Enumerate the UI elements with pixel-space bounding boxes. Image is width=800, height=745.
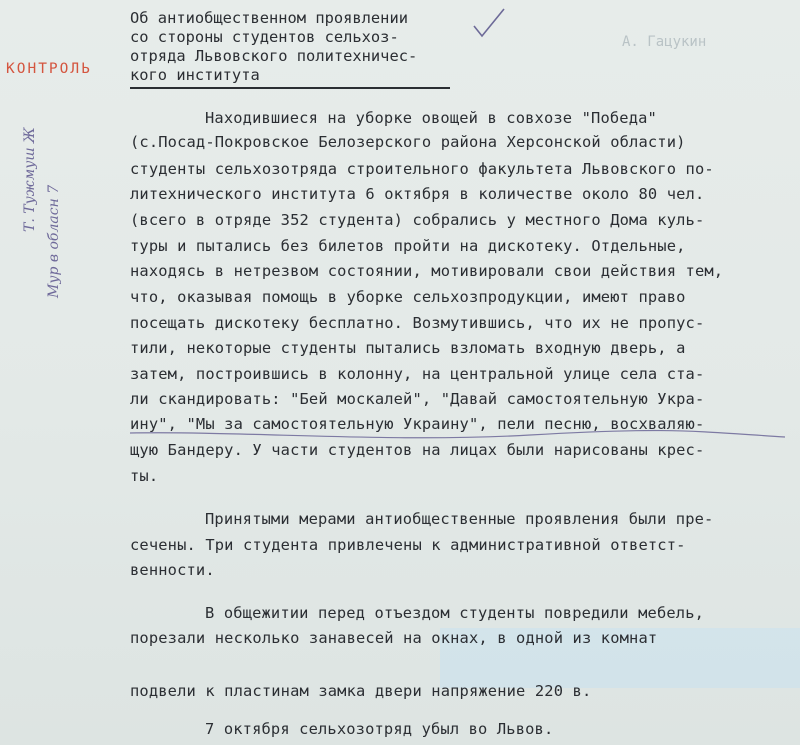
text-line: ину", "Мы за самостоятельную Украину", пели песню, восхваляю- [130, 415, 705, 433]
margin-note-2: Мур в обласн 7 [46, 184, 62, 298]
text-line: сечены. Три студента привлечены к административной ответст- [130, 536, 686, 554]
text-line: находясь в нетрезвом состоянии, мотивировали свои действия тем, [130, 262, 724, 280]
text-line: ты. [130, 467, 159, 485]
text-line: ли скандировать: "Бей москалей", "Давай самостоятельную Укра- [130, 390, 705, 408]
subject-line-1: Об антиобщественном проявлении [130, 9, 408, 27]
text-line: студенты сельхозотряда строительного факультета Львовского по- [130, 160, 714, 178]
text-line: щую Бандеру. У части студентов на лицах были нарисованы крес- [130, 441, 705, 459]
text-line: (всего в отряде 352 студента) собрались у местного Дома куль- [130, 211, 705, 229]
subject-underline [130, 87, 450, 89]
text-line: посещать дискотеку бесплатно. Возмутившись, что их не пропус- [130, 314, 705, 332]
subject-line-2: со стороны студентов сельхоз- [130, 28, 399, 46]
control-stamp: КОНТРОЛЬ [6, 61, 92, 77]
hand-underline [130, 423, 790, 445]
text-line: (с.Посад-Покровское Белозерского района Херсонской области) [130, 133, 686, 151]
text-line: подвели к пластинам замка двери напряжение 220 в. [130, 682, 592, 700]
margin-note-1: Т. Тужмуш Ж [22, 127, 38, 232]
text-line: затем, построившись в колонну, на центральной улице села ста- [130, 365, 705, 383]
text-line: Находившиеся на уборке овощей в совхозе "Победа" [205, 109, 657, 127]
faint-bleed-text: А. Гацукин [622, 34, 707, 50]
text-line: В общежитии перед отъездом студенты повредили мебель, [205, 604, 705, 622]
text-line: туры и пытались без билетов пройти на дискотеку. Отдельные, [130, 237, 686, 255]
text-line: 7 октября сельхозотряд убыл во Львов. [205, 720, 554, 738]
text-line: Принятыми мерами антиобщественные проявления были пре- [205, 510, 714, 528]
text-line: тили, некоторые студенты пытались взломать входную дверь, а [130, 339, 686, 357]
text-line: что, оказывая помощь в уборке сельхозпродукции, имеют право [130, 288, 686, 306]
checkmark-icon [470, 6, 510, 42]
subject-line-3: отряда Львовского политехничес- [130, 47, 418, 65]
subject-line-4: кого института [130, 66, 260, 84]
text-line: порезали несколько занавесей на окнах, в одной из комнат [130, 629, 658, 647]
text-line: литехнического института 6 октября в количестве около 80 чел. [130, 185, 705, 203]
text-line: венности. [130, 561, 215, 579]
